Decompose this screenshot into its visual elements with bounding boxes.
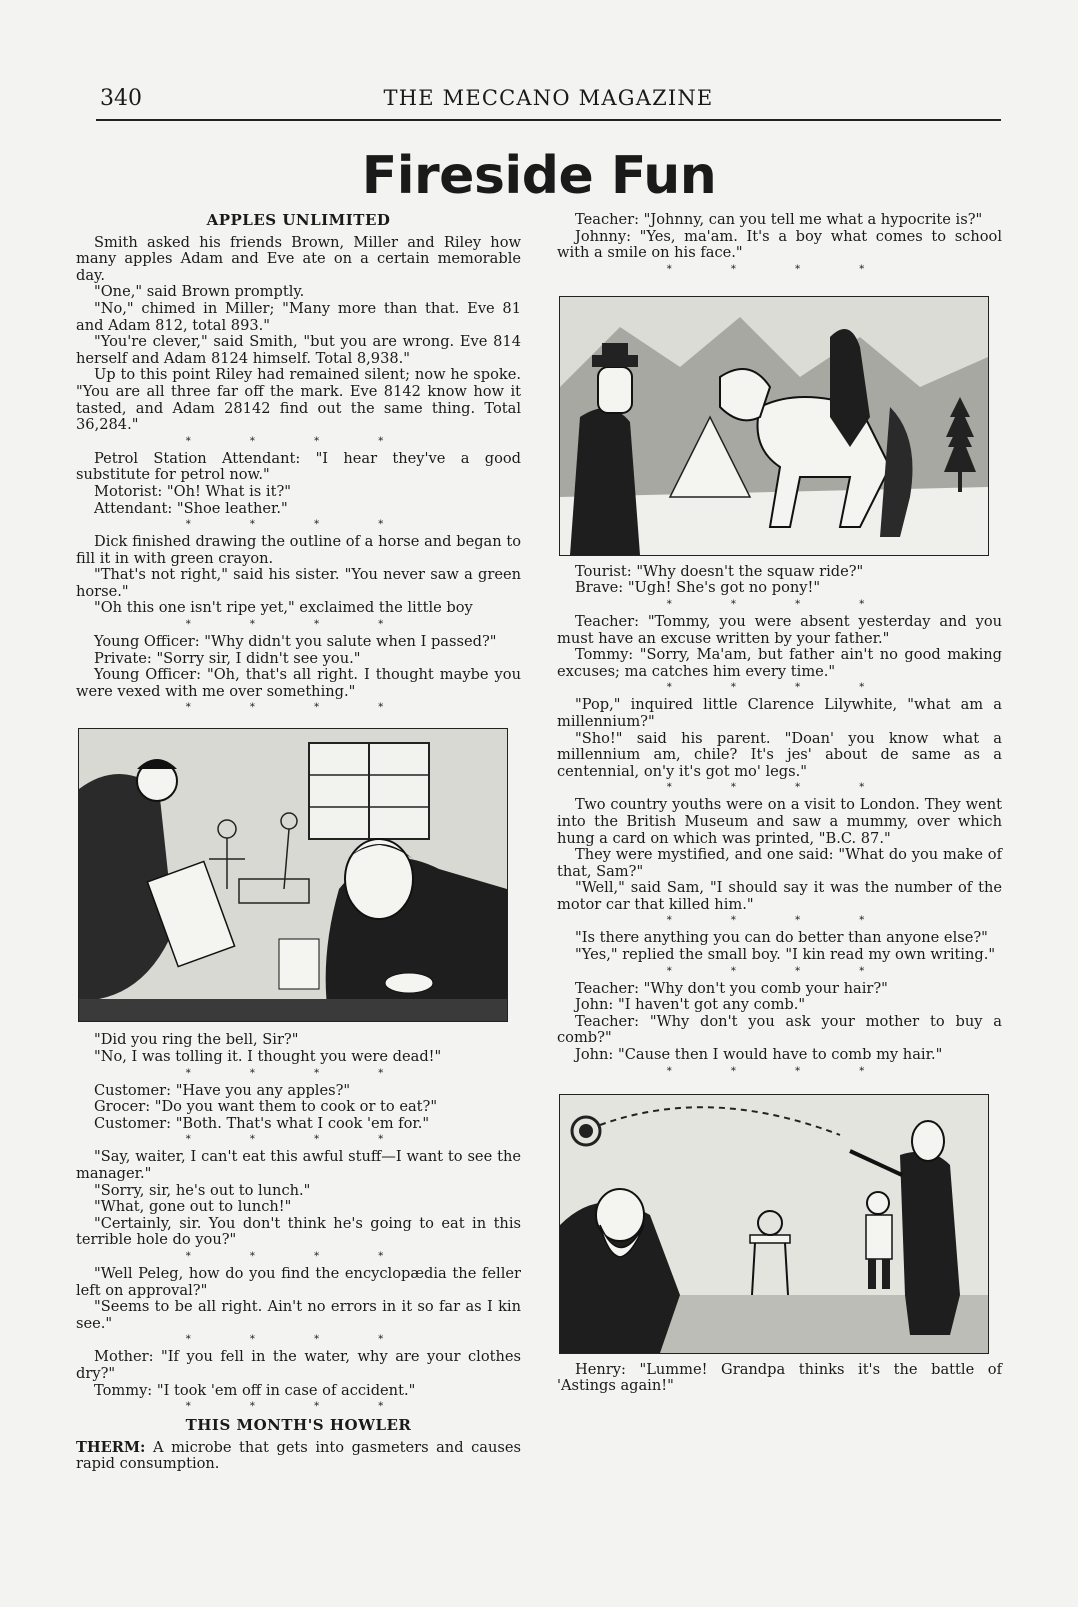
separator: * * * * — [666, 682, 893, 694]
joke-line: "Well Peleg, how do you find the encyclopædia the feller left on approval?" — [76, 1264, 521, 1299]
joke-line: Tommy: "I took 'em off in case of accident." — [94, 1381, 416, 1399]
howler-heading: THIS MONTH'S HOWLER — [185, 1416, 412, 1435]
joke-line: Petrol Station Attendant: "I hear they've a good substitute for petrol now." — [76, 449, 521, 484]
squaw-cartoon — [559, 296, 989, 556]
joke-line: "What, gone out to lunch!" — [94, 1198, 292, 1216]
joke-line: Teacher: "Why don't you comb your hair?" — [575, 979, 888, 997]
joke-line: Up to this point Riley had remained silent; now he spoke. "You are all three far off the mark. Eve 8142 know how it tasted, and Adam 28142 find out the same thing. Total 36,284." — [76, 366, 521, 434]
right-column — [557, 212, 1002, 1395]
joke-line: They were mystified, and one said: "What do you make of that, Sam?" — [557, 846, 1002, 880]
joke-line: Customer: "Have you any apples?" — [94, 1081, 351, 1099]
joke-line: "Yes," replied the small boy. "I kin read my own writing." — [575, 946, 996, 964]
separator: * * * * — [666, 915, 893, 927]
separator: * * * * — [666, 1065, 893, 1077]
page-number: 340 — [100, 86, 142, 111]
joke-line: Dick finished drawing the outline of a horse and began to fill it in with green crayon. — [76, 533, 521, 567]
joke-line: "Well," said Sam, "I should say it was the number of the motor car that killed him." — [557, 879, 1002, 913]
separator: * * * * — [185, 702, 412, 714]
joke-line: "Is there anything you can do better than anyone else?" — [575, 929, 988, 947]
joke-line: John: "Cause then I would have to comb my hair." — [575, 1046, 943, 1064]
squaw-cartoon-illustration — [560, 297, 988, 555]
joke-peleg — [76, 1266, 521, 1332]
joke-millennium — [557, 697, 1002, 780]
separator: * * * * — [185, 519, 412, 531]
howler-definition: A microbe that gets into gasmeters and causes rapid consumption. — [76, 1438, 521, 1473]
page-title: Fireside Fun — [361, 146, 717, 206]
separator: * * * * — [185, 1134, 412, 1146]
left-column — [76, 212, 521, 1473]
separator: * * * * — [666, 782, 893, 794]
joke-hypocrite — [557, 212, 1002, 262]
joke-line: Teacher: "Why don't you ask your mother to buy a comb?" — [557, 1012, 1002, 1047]
separator: * * * * — [185, 1401, 412, 1413]
hastings-cartoon-illustration — [560, 1095, 988, 1353]
joke-line: Motorist: "Oh! What is it?" — [94, 482, 291, 500]
separator: * * * * — [666, 965, 893, 977]
joke-line: "You're clever," said Smith, "but you are wrong. Eve 814 herself and Adam 8124 himself. Total 8,938." — [76, 333, 521, 367]
joke-mother — [76, 1349, 521, 1399]
joke-line: Customer: "Both. That's what I cook 'em for." — [94, 1114, 430, 1132]
joke-line: Mother: "If you fell in the water, why are your clothes dry?" — [76, 1348, 521, 1382]
joke-mummy — [557, 797, 1002, 913]
joke-line: "Did you ring the bell, Sir?" — [94, 1031, 299, 1049]
howler-term: THERM: — [76, 1438, 146, 1456]
hastings-caption — [557, 1362, 1002, 1395]
magazine-title: THE MECCANO MAGAZINE — [383, 86, 714, 110]
joke-line: John: "I haven't got any comb." — [575, 996, 806, 1014]
caption-line: Brave: "Ugh! She's got no pony!" — [575, 579, 821, 597]
separator: * * * * — [185, 1250, 412, 1262]
separator: * * * * — [666, 598, 893, 610]
joke-bell — [76, 1032, 521, 1065]
apples-heading: APPLES UNLIMITED — [206, 211, 391, 229]
joke-line: Tommy: "Sorry, Ma'am, but father ain't no good making excuses; ma catches him every time." — [557, 646, 1002, 680]
joke-officer — [76, 634, 521, 700]
separator: * * * * — [185, 1067, 412, 1079]
separator: * * * * — [185, 435, 412, 447]
joke-line: "Certainly, sir. You don't think he's going to eat in this terrible hole do you?" — [76, 1214, 521, 1249]
separator: * * * * — [666, 263, 893, 275]
joke-line: Private: "Sorry sir, I didn't see you." — [94, 649, 361, 667]
joke-grocer — [76, 1083, 521, 1133]
separator: * * * * — [185, 619, 412, 631]
joke-line: Attendant: "Shoe leather." — [94, 499, 288, 517]
joke-line: Smith asked his friends Brown, Miller and Riley how many apples Adam and Eve ate on a certain memorable day. — [76, 233, 521, 284]
caption-line: Tourist: "Why doesn't the squaw ride?" — [575, 562, 864, 580]
joke-line: "Pop," inquired little Clarence Lilywhite, "what am a millennium?" — [557, 696, 1002, 730]
header-rule — [96, 119, 1001, 121]
howler-text — [76, 1440, 521, 1473]
joke-line: Two country youths were on a visit to London. They went into the British Museum and saw a mummy, over which hung a card on which was printed, "B.C. 87." — [557, 796, 1002, 847]
bell-cartoon — [78, 728, 508, 1022]
joke-writing — [557, 930, 1002, 963]
joke-absent — [557, 614, 1002, 680]
joke-line: "Seems to be all right. Ain't no errors in it so far as I kin see." — [76, 1298, 521, 1332]
hastings-cartoon — [559, 1094, 989, 1354]
joke-line: "Oh this one isn't ripe yet," exclaimed the little boy — [94, 599, 473, 617]
joke-line: "Say, waiter, I can't eat this awful stuff—I want to see the manager." — [76, 1148, 521, 1182]
joke-comb — [557, 981, 1002, 1064]
joke-line: Johnny: "Yes, ma'am. It's a boy what comes to school with a smile on his face." — [557, 227, 1002, 262]
squaw-caption — [557, 564, 1002, 597]
joke-line: "No, I was tolling it. I thought you were dead!" — [94, 1048, 442, 1066]
joke-horse — [76, 534, 521, 617]
joke-line: "One," said Brown promptly. — [94, 283, 305, 301]
joke-line: "Sho!" said his parent. "Doan' you know what a millennium am, chile? It's jes' about de same as a centennial, on'y it's got mo' legs." — [557, 729, 1002, 780]
joke-line: "That's not right," said his sister. "You never saw a green horse." — [76, 566, 521, 600]
joke-waiter — [76, 1149, 521, 1249]
joke-line: Young Officer: "Oh, that's all right. I thought maybe you were vexed with me over something." — [76, 666, 521, 700]
joke-line: "No," chimed in Miller; "Many more than that. Eve 81 and Adam 812, total 893." — [76, 299, 521, 334]
separator: * * * * — [185, 1334, 412, 1346]
joke-line: Teacher: "Tommy, you were absent yesterday and you must have an excuse written by your father." — [557, 612, 1002, 647]
bell-cartoon-illustration — [79, 729, 507, 1021]
joke-line: "Sorry, sir, he's out to lunch." — [94, 1181, 311, 1199]
caption-line: Henry: "Lumme! Grandpa thinks it's the battle of 'Astings again!" — [557, 1360, 1002, 1395]
joke-apples — [76, 235, 521, 434]
joke-line: Teacher: "Johnny, can you tell me what a hypocrite is?" — [575, 211, 983, 228]
joke-petrol — [76, 451, 521, 517]
joke-line: Grocer: "Do you want them to cook or to eat?" — [94, 1098, 438, 1116]
page-header — [96, 86, 1001, 116]
joke-line: Young Officer: "Why didn't you salute when I passed?" — [94, 633, 497, 651]
